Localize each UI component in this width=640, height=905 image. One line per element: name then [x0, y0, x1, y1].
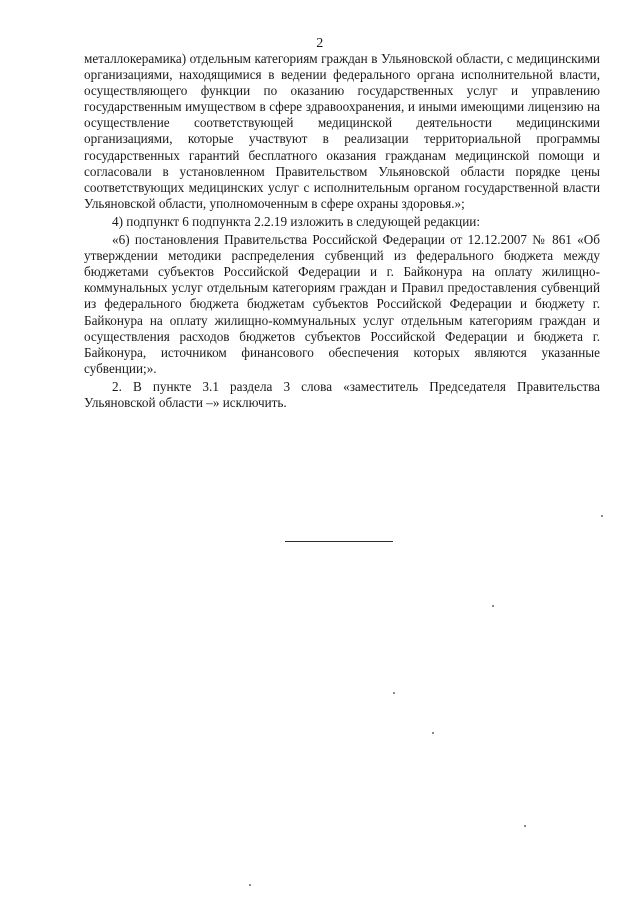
scan-speck — [249, 884, 251, 886]
scan-speck — [524, 825, 526, 827]
scan-speck — [432, 732, 434, 734]
paragraph-continuation: металлокерамика) отдельным категориям граждан в Ульяновской области, с медицинскими организациями, находящимися в ведении федерального органа исполнительной власти, осуществляющего функции по оказанию государственных услуг и управлению государственным имуществом в сфере здравоохранения, и иными имеющими лицензию на осуществление соответствующей медицинской деятельности медицинскими организациями, которые участвуют в реализации территориальной программы государственных гарантий бесплатного оказания гражданам медицинской помощи и согласовали в установленном Правительством Ульяновской области порядке цены соответствующих медицинских услуг с исполнительным органом государственной власти Ульяновской области, уполномоченным в сфере охраны здоровья.»; — [84, 51, 600, 211]
paragraph-item-2: 2. В пункте 3.1 раздела 3 слова «заместитель Председателя Правительства Ульяновской области –» исключить. — [84, 378, 600, 410]
scan-speck — [393, 692, 395, 694]
paragraph-quote-6: «6) постановления Правительства Российской Федерации от 12.12.2007 № 861 «Об утверждении методики распределения субвенций из федерального бюджета между бюджетами субъектов Российской Федерации и г. Байконура на оплату жилищно-коммунальных услуг отдельным категориям граждан и Правил предоставления субвенций из федерального бюджета бюджетам субъектов Российской Федерации и бюджету г. Байконура на оплату жилищно-коммунальных услуг отдельным категориям граждан и осуществления расходов бюджетов субъектов Российской Федерации и бюджета г. Байконура, источником финансового обеспечения которых являются указанные субвенции;». — [84, 232, 600, 376]
scan-speck — [492, 605, 494, 607]
end-divider — [285, 541, 393, 542]
scan-speck — [601, 515, 603, 517]
paragraph-item-4: 4) подпункт 6 подпункта 2.2.19 изложить в следующей редакции: — [112, 213, 481, 229]
page-number: 2 — [316, 36, 324, 51]
document-body — [84, 51, 600, 411]
